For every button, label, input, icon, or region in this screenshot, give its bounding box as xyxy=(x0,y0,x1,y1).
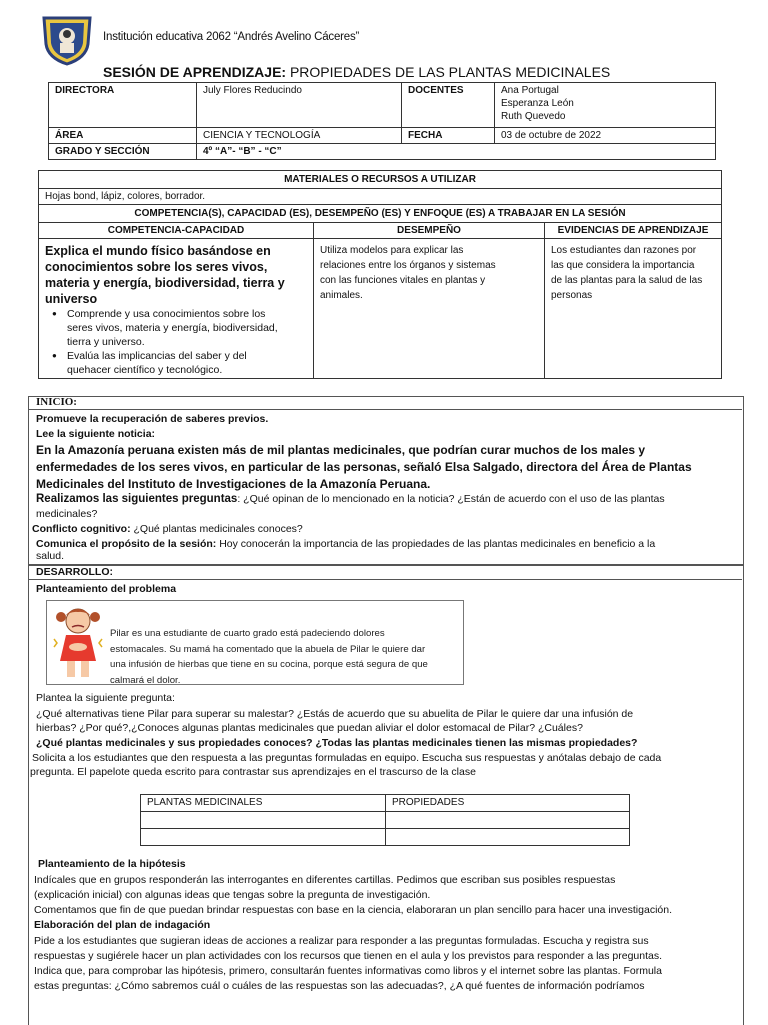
comentamos: Comentamos que fin de que puedan brindar respuestas con base en la ciencia, elaboraran un plan sencillo para hacer una investigación. xyxy=(34,904,672,916)
school-crest-logo xyxy=(38,14,96,66)
capacidad-line: ● Comprende y usa conocimientos sobre los xyxy=(67,308,266,320)
noticia-text xyxy=(36,442,692,493)
girl-stomachache-illustration xyxy=(50,603,106,681)
solicita-1: Solicita a los estudiantes que den respuesta a las preguntas formuladas en equipo. Escucha sus respuestas y anótalas debajo de cada xyxy=(32,752,662,764)
conflicto-label: Conflicto cognitivo: xyxy=(32,523,131,535)
competencia-line: universo xyxy=(45,292,98,306)
inicio-header-bar xyxy=(28,396,742,410)
plantea-pregunta: Plantea la siguiente pregunta: xyxy=(36,692,175,704)
desempeno-line: relaciones entre los órganos y sistemas xyxy=(320,260,496,271)
story-text xyxy=(110,626,428,688)
col-desempeno: DESEMPEÑO xyxy=(314,223,545,239)
session-title xyxy=(103,64,610,80)
institution-name: Institución educativa 2062 “Andrés Avelino Cáceres” xyxy=(103,31,360,43)
materiales-header: MATERIALES O RECURSOS A UTILIZAR xyxy=(39,171,722,189)
solicita-2: pregunta. El papelote queda escrito para contrastar sus aprendizajes en el trascurso de la clase xyxy=(30,766,476,778)
conflicto-text: ¿Qué plantas medicinales conoces? xyxy=(130,523,303,535)
story-line: estomacales. Su mamá ha comentado que la abuela de Pilar le quiere dar xyxy=(110,643,426,655)
table-cell xyxy=(386,812,630,829)
plantas-table xyxy=(140,794,630,846)
hipotesis-2: (explicación inicial) con algunas ideas que tengas sobre la pregunta de investigación. xyxy=(34,889,431,901)
col-evidencias: EVIDENCIAS DE APRENDIZAJE xyxy=(545,223,722,239)
inicio-label: INICIO: xyxy=(36,396,77,408)
capacidad-line: ● Evalúa las implicancias del saber y del xyxy=(67,350,247,362)
story-line: Pilar es una estudiante de cuarto grado está padeciendo dolores xyxy=(110,628,385,639)
competencias-table xyxy=(38,170,722,379)
docentes-value xyxy=(495,83,716,128)
table-cell xyxy=(141,812,386,829)
hipotesis-label: Planteamiento de la hipótesis xyxy=(38,858,186,870)
docente-item: Esperanza León xyxy=(501,98,574,109)
desempeno-cell xyxy=(314,239,545,379)
story-line: una infusión de hierbas que tiene en su cocina, porque está segura de que xyxy=(110,659,428,670)
desarrollo-header-bar xyxy=(28,564,742,580)
desempeno-line: Utiliza modelos para explicar las xyxy=(320,245,464,256)
evidencia-line: las que considera la importancia xyxy=(551,260,695,271)
capacidades-list xyxy=(45,307,307,377)
hipotesis-1: Indícales que en grupos responderán las interrogantes en diferentes cartillas. Pedimos que escriban sus posibles respuestas xyxy=(34,874,616,886)
pregunta-2: hierbas? ¿Por qué?,¿Conoces algunas plantas medicinales que puedan aliviar el dolor estomacal de Pilar? ¿Cuáles? xyxy=(36,722,583,734)
proposito-text: Hoy conocerán la importancia de las propiedades de las plantas medicinales en beneficio a la xyxy=(216,538,656,550)
docentes-label: DOCENTES xyxy=(402,83,495,128)
fecha-label: FECHA xyxy=(402,128,495,144)
docente-item: Ruth Quevedo xyxy=(501,111,566,122)
capacidad-line: seres vivos, materia y energía, biodiversidad, xyxy=(67,322,278,334)
col-competencia: COMPETENCIA-CAPACIDAD xyxy=(39,223,314,239)
competencia-line: conocimientos sobre los seres vivos, xyxy=(45,260,268,274)
story-line: calmará el dolor. xyxy=(110,674,181,686)
proposito-line xyxy=(36,537,655,552)
table-cell xyxy=(386,829,630,846)
competencia-line: Explica el mundo físico basándose en xyxy=(45,244,271,258)
competencia-line: materia y energía, biodiversidad, tierra y xyxy=(45,276,285,290)
evidencias-cell xyxy=(545,239,722,379)
area-value: CIENCIA Y TECNOLOGÍA xyxy=(197,128,402,144)
table-cell xyxy=(141,829,386,846)
conflicto-line xyxy=(32,522,303,537)
evidencia-line: Los estudiantes dan razones por xyxy=(551,245,697,256)
area-label: ÁREA xyxy=(49,128,197,144)
capacidad-item xyxy=(67,307,307,349)
lee-noticia: Lee la siguiente noticia: xyxy=(36,428,156,440)
plan-2: respuestas y sugiérele hacer un plan actividades con los recursos que tienen en el aula y los previstos para responder a las preguntas. xyxy=(34,950,663,962)
pregunta-3: ¿Qué plantas medicinales y sus propiedades conoces? ¿Todas las plantas medicinales tienen las mismas propiedades? xyxy=(36,737,638,749)
plantas-col-header: PLANTAS MEDICINALES xyxy=(141,795,386,812)
proposito-label: Comunica el propósito de la sesión: xyxy=(36,538,217,550)
docente-item: Ana Portugal xyxy=(501,85,559,96)
pregunta-1: ¿Qué alternativas tiene Pilar para superar su malestar? ¿Estás de acuerdo que su abuelita de Pilar le quiere dar una infusión de xyxy=(36,708,634,720)
desempeno-line: animales. xyxy=(320,290,363,301)
planteamiento-problema: Planteamiento del problema xyxy=(36,583,177,595)
plan-4: estas preguntas: ¿Cómo sabremos cuál o cuáles de las respuestas son las adecuadas?, ¿A qué fuentes de información podríamos xyxy=(34,980,645,992)
session-topic: PROPIEDADES DE LAS PLANTAS MEDICINALES xyxy=(289,64,611,80)
proposito-line-2: salud. xyxy=(36,550,65,562)
plan-label: Elaboración del plan de indagación xyxy=(34,919,211,931)
evidencia-line: personas xyxy=(551,290,593,301)
plan-1: Pide a los estudiantes que sugieran ideas de acciones a realizar para responder a las preguntas formuladas. Escucha y registra sus xyxy=(34,935,649,947)
capacidad-item xyxy=(67,349,307,377)
propiedades-col-header: PROPIEDADES xyxy=(386,795,630,812)
preguntas-label: Realizamos las siguientes preguntas xyxy=(36,493,238,505)
preguntas-text: : ¿Qué opinan de lo mencionado en la noticia? ¿Están de acuerdo con el uso de las plantas xyxy=(237,493,665,505)
competencias-header: COMPETENCIA(S), CAPACIDAD (ES), DESEMPEÑO (ES) Y ENFOQUE (ES) A TRABAJAR EN LA SESIÓN xyxy=(39,205,722,223)
plan-3: Indica que, para comprobar las hipótesis, primero, consultarán fuentes informativas como libros y el internet sobre las plantas. Formula xyxy=(34,965,662,977)
saberes-previos: Promueve la recuperación de saberes previos. xyxy=(36,413,269,425)
capacidad-line: tierra y universo. xyxy=(67,336,145,348)
desempeno-line: con las funciones vitales en plantas y xyxy=(320,275,486,286)
session-label: SESIÓN DE APRENDIZAJE: xyxy=(103,64,287,80)
directora-label: DIRECTORA xyxy=(49,83,197,128)
grado-value: 4º “A”- “B” - “C” xyxy=(197,144,716,160)
noticia-line: Medicinales del Instituto de Investigaciones de la Amazonía Peruana. xyxy=(36,477,431,491)
noticia-line: enfermedades de los seres vivos, en particular de las personas, señaló Elsa Salgado, directora del Área de Plantas xyxy=(36,460,692,474)
grado-label: GRADO Y SECCIÓN xyxy=(49,144,197,160)
desarrollo-label: DESARROLLO: xyxy=(36,566,113,578)
capacidad-line: quehacer científico y tecnológico. xyxy=(67,364,223,376)
fecha-value: 03 de octubre de 2022 xyxy=(495,128,716,144)
directora-value: July Flores Reducindo xyxy=(197,83,402,128)
evidencia-line: de las plantas para la salud de las xyxy=(551,275,703,286)
noticia-line: En la Amazonía peruana existen más de mil plantas medicinales, que podrían curar muchos de los males y xyxy=(36,443,646,457)
materiales-items: Hojas bond, lápiz, colores, borrador. xyxy=(39,189,722,205)
competencia-cell xyxy=(39,239,314,379)
session-info-table xyxy=(48,82,716,160)
preguntas-line-2: medicinales? xyxy=(36,508,98,520)
preguntas-line xyxy=(36,492,665,507)
